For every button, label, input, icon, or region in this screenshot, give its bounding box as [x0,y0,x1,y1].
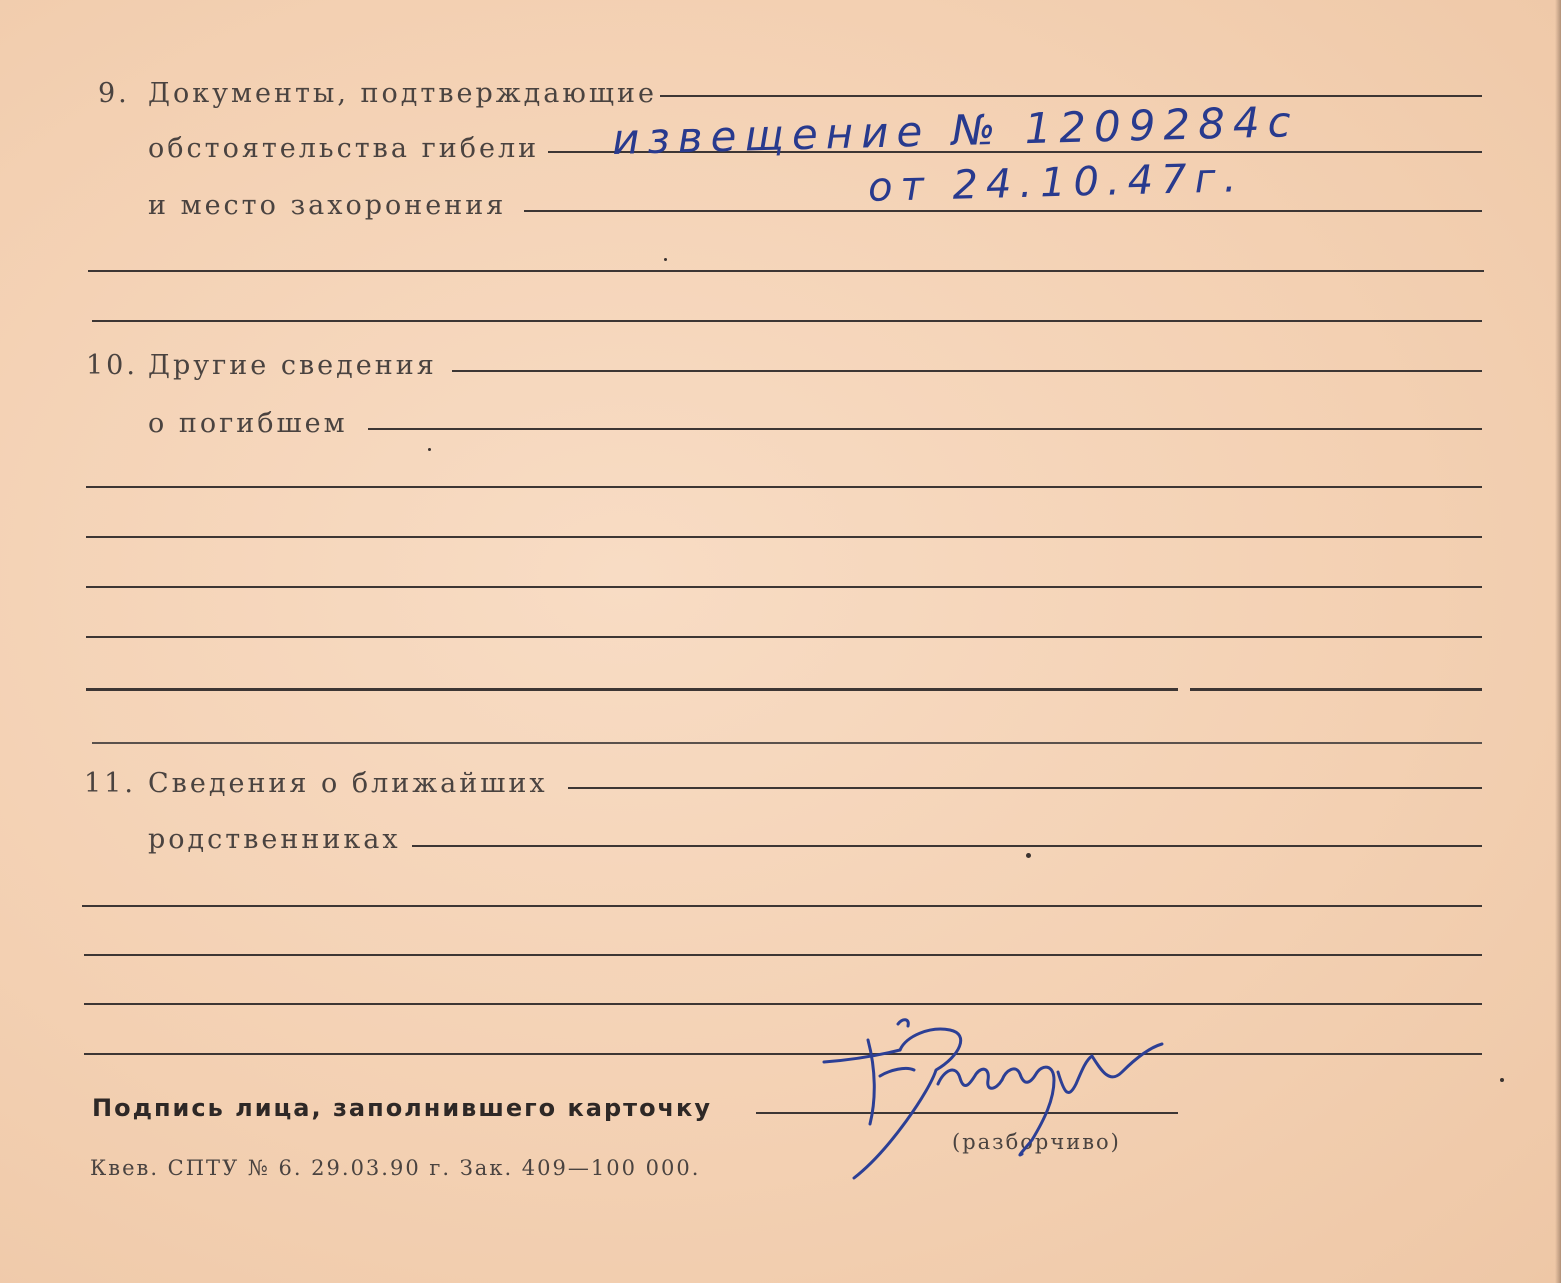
section9-rule-4 [88,270,1484,272]
section9-label-line3: и место захоронения [148,190,507,221]
section10-rule-4 [86,536,1482,538]
section9-rule-3 [524,210,1482,212]
section10-rule-8 [92,742,1482,744]
section9-number: 9. [98,78,130,109]
signature-legible-hint: (разборчиво) [952,1130,1121,1154]
section11-label-line2: родственниках [148,824,401,855]
section9-handwritten-document: извещение № 1209284с [611,97,1300,164]
paper-speck [1026,853,1031,858]
section11-rule-4 [84,954,1482,956]
paper-speck [428,448,431,451]
section10-label-line2: о погибшем [148,408,348,439]
signature-label: Подпись лица, заполнившего карточку [92,1094,712,1122]
paper-speck [664,258,667,261]
section9-rule-1 [660,95,1482,97]
printing-imprint: Квев. СПТУ № 6. 29.03.90 г. Зак. 409—100 000. [90,1156,701,1180]
section10-label-line1: Другие сведения [148,350,437,381]
section9-label-line1: Документы, подтверждающие [148,78,657,109]
section11-rule-1 [568,787,1482,789]
section10-rule-3 [86,486,1482,488]
paper-speck [1500,1078,1504,1082]
section9-handwritten-date: от 24.10.47г. [867,155,1245,211]
section10-rule-7b [1190,688,1482,691]
section11-rule-6 [84,1053,1482,1055]
handwritten-signature [810,1000,1200,1190]
section10-rule-2 [368,428,1482,430]
section10-rule-1 [452,370,1482,372]
section11-rule-3 [82,905,1482,907]
section11-number: 11. [84,768,136,799]
section10-number: 10. [86,350,138,381]
section9-rule-5 [92,320,1482,322]
section10-rule-5 [86,586,1482,588]
section11-rule-2 [412,845,1482,847]
section11-rule-5 [84,1003,1482,1005]
section10-rule-6 [86,636,1482,638]
section10-rule-7a [86,688,1178,691]
section11-label-line1: Сведения о ближайших [148,768,548,799]
section9-label-line2: обстоятельства гибели [148,133,540,164]
